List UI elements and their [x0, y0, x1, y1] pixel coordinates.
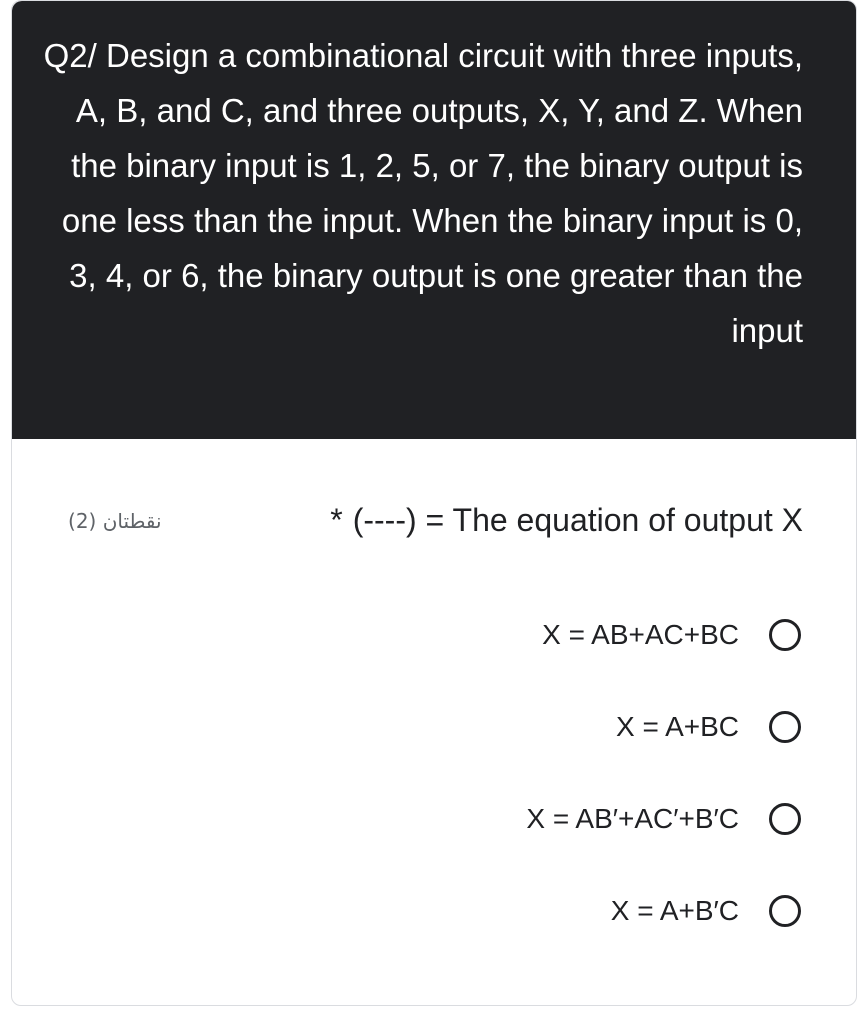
question-title: [330, 496, 803, 544]
points-label: نقطتان (2): [68, 509, 162, 533]
radio-button[interactable]: [769, 803, 801, 835]
question-card: [11, 0, 857, 1006]
answer-option[interactable]: [526, 796, 801, 842]
answer-option-label: X = AB′+AC′+B′C: [526, 803, 739, 834]
question-title-row: [12, 496, 857, 546]
answer-option[interactable]: [616, 704, 801, 750]
answer-option-label: X = A+B′C: [610, 895, 739, 926]
answer-option[interactable]: [542, 612, 801, 658]
answer-option-label: X = A+BC: [616, 711, 739, 742]
answer-option-label: X = AB+AC+BC: [542, 619, 739, 650]
question-header-text: Q2/ Design a combinational circuit with three inputs, A, B, and C, and three outputs, X, Y, and Z. When the binary input is 1, 2, 5, or 7, the binary output is one less than the input. When the binary input is 0, 3, 4, or 6, the binary output is one greater than the input: [43, 37, 803, 349]
radio-button[interactable]: [769, 895, 801, 927]
answer-option[interactable]: [611, 888, 801, 934]
radio-button[interactable]: [769, 619, 801, 651]
required-marker: *: [330, 502, 343, 538]
question-title-text: (----) = The equation of output X: [352, 502, 803, 538]
radio-button[interactable]: [769, 711, 801, 743]
question-header: [12, 1, 857, 439]
